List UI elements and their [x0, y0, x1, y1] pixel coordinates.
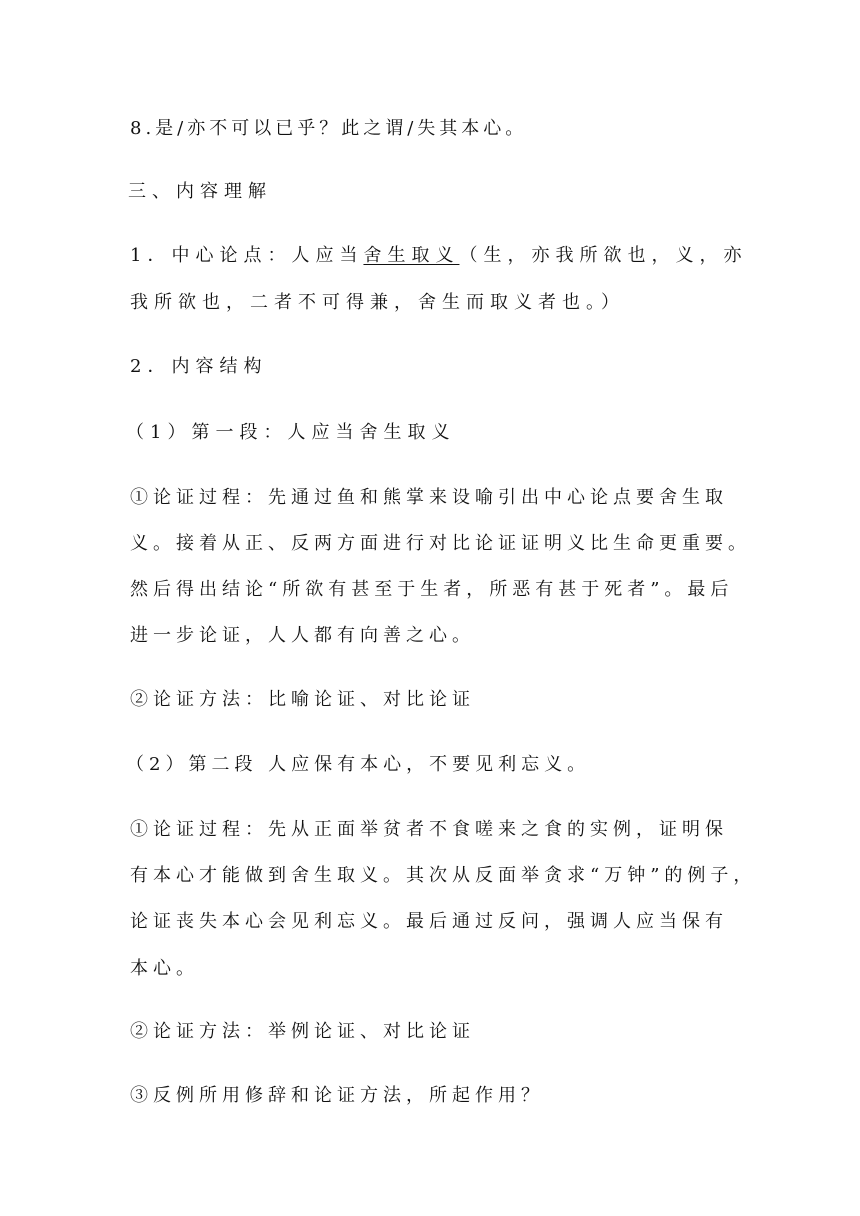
central-argument-underlined: 舍生取义 — [363, 245, 460, 266]
central-argument-continuation — [130, 291, 740, 315]
paragraph-two-process-text-2: 有本心才能做到舍生取义。其次从反面举贪求“万钟”的例子， — [130, 865, 757, 886]
paragraph-one-method-line — [130, 688, 740, 712]
paragraph-one-process-line-4 — [130, 624, 740, 648]
paragraph-one-heading-text: （1）第一段：人应当舍生取义 — [126, 422, 456, 443]
paragraph-two-process-text-1: ①论证过程：先从正面举贫者不食嗟来之食的实例，证明保 — [130, 819, 728, 840]
paragraph-one-heading — [126, 421, 736, 445]
content-structure-heading — [130, 355, 740, 379]
item-8-text: 8.是/亦不可以已乎？此之谓/失其本心。 — [130, 118, 528, 139]
central-argument-label: 1．中心论点：人应当 — [130, 245, 364, 266]
section-heading-text: 三、内容理解 — [128, 181, 272, 202]
paragraph-two-process-line-2 — [130, 864, 757, 888]
paragraph-two-method-text: ②论证方法：举例论证、对比论证 — [130, 1021, 475, 1042]
paragraph-one-process-line-2 — [130, 532, 751, 556]
paragraph-two-process-line-1 — [130, 818, 740, 842]
paragraph-two-process-text-3: 论证丧失本心会见利忘义。最后通过反问，强调人应当保有 — [130, 911, 728, 932]
paragraph-one-process-text-3: 然后得出结论“所欲有甚至于生者，所恶有甚于死者”。最后 — [130, 579, 734, 600]
paragraph-one-process-text-2: 义。接着从正、反两方面进行对比论证证明义比生命更重要。 — [130, 533, 751, 554]
counterexample-question-line — [130, 1084, 740, 1108]
content-structure-text: 2．内容结构 — [130, 356, 268, 377]
counterexample-question-text: ③反例所用修辞和论证方法，所起作用？ — [130, 1085, 544, 1106]
paragraph-one-process-line-3 — [130, 578, 740, 602]
paragraph-one-process-text-1: ①论证过程：先通过鱼和熊掌来设喻引出中心论点要舍生取 — [130, 487, 728, 508]
central-argument-quote: （生，亦我所欲也，义，亦 — [459, 245, 748, 266]
paragraph-two-heading — [126, 753, 736, 777]
central-argument-line — [130, 244, 748, 268]
paragraph-one-method-text: ②论证方法：比喻论证、对比论证 — [130, 689, 475, 710]
text-line-item-8 — [130, 117, 740, 141]
paragraph-two-heading-text: （2）第二段 人应保有本心，不要见利忘义。 — [126, 754, 591, 775]
section-heading-content-understanding — [128, 180, 738, 204]
paragraph-two-process-line-4 — [130, 957, 740, 981]
paragraph-two-process-text-4: 本心。 — [130, 958, 199, 979]
central-argument-continuation-text: 我所欲也，二者不可得兼，舍生而取义者也。） — [130, 292, 625, 313]
paragraph-two-method-line — [130, 1020, 740, 1044]
paragraph-two-process-line-3 — [130, 910, 740, 934]
paragraph-one-process-text-4: 进一步论证，人人都有向善之心。 — [130, 625, 475, 646]
paragraph-one-process-line-1 — [130, 486, 740, 510]
